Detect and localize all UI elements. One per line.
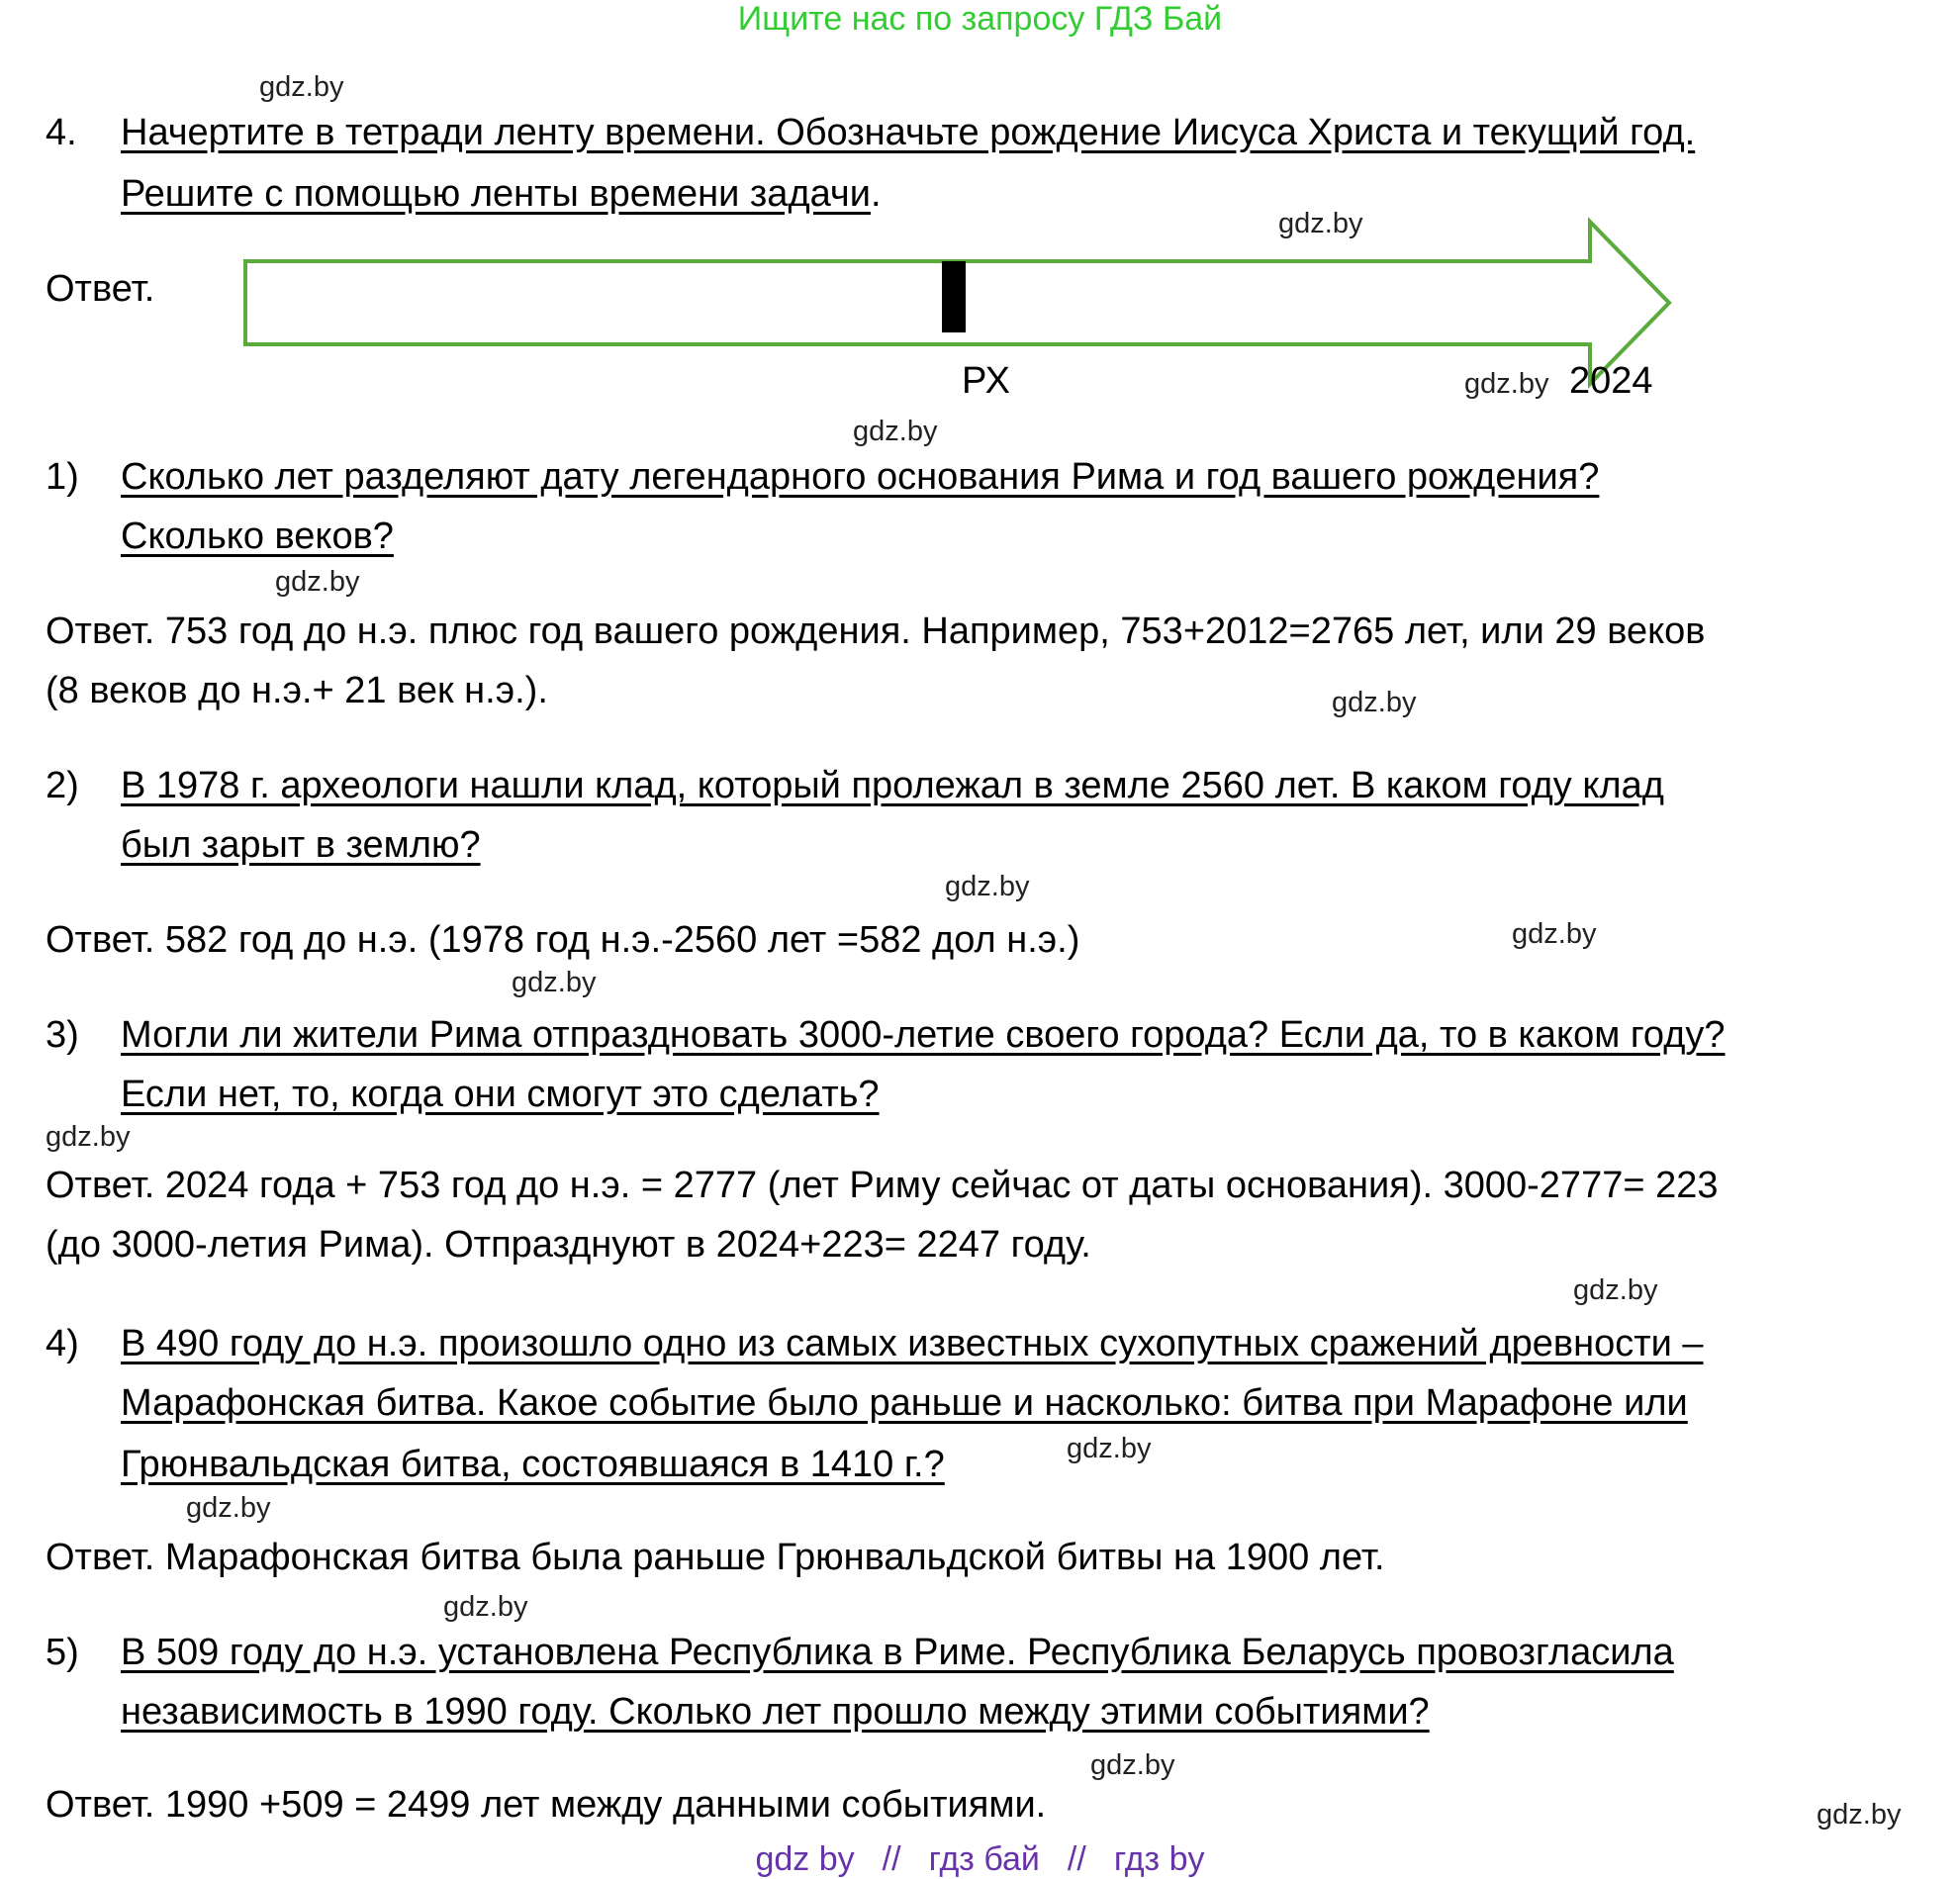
watermark: gdz.by	[1817, 1799, 1902, 1831]
task-line-underlined: Решите с помощью ленты времени задачи	[121, 173, 871, 215]
watermark: gdz.by	[1278, 208, 1363, 239]
answer-line: Ответ. 582 год до н.э. (1978 год н.э.-2560 лет =582 дол н.э.)	[46, 919, 1080, 961]
question-number: 2)	[46, 765, 79, 806]
timeline	[237, 214, 1682, 402]
timeline-marker	[942, 261, 966, 332]
question-number: 3)	[46, 1014, 79, 1056]
task-line: Начертите в тетради ленту времени. Обозначьте рождение Иисуса Христа и текущий год.	[121, 112, 1696, 153]
watermark: gdz.by	[259, 71, 344, 103]
task-number: 4.	[46, 112, 77, 153]
footer-separator: //	[882, 1840, 901, 1878]
watermark: gdz.by	[1067, 1433, 1152, 1464]
question-line: Сколько веков?	[121, 516, 394, 557]
answer-line: Ответ. 753 год до н.э. плюс год вашего рождения. Например, 753+2012=2765 лет, или 29 веков	[46, 611, 1706, 652]
watermark: gdz.by	[275, 566, 360, 598]
answer-label: Ответ.	[46, 268, 155, 310]
watermark: gdz.by	[443, 1591, 528, 1623]
watermark: gdz.by	[853, 416, 938, 447]
answer-line: Ответ. 2024 года + 753 год до н.э. = 2777 (лет Риму сейчас от даты основания). 3000-2777= 223	[46, 1165, 1719, 1206]
answer-line: (8 веков до н.э.+ 21 век н.э.).	[46, 670, 548, 711]
question-line: Если нет, то, когда они смогут это сделать?	[121, 1074, 880, 1115]
answer-line: Ответ. Марафонская битва была раньше Грюнвальдской битвы на 1900 лет.	[46, 1537, 1385, 1578]
timeline-end-label: 2024	[1569, 360, 1653, 402]
question-line: В 509 году до н.э. установлена Республика в Риме. Республика Беларусь провозгласила	[121, 1632, 1674, 1673]
footer-link[interactable]: gdz by	[755, 1840, 855, 1878]
watermark: gdz.by	[1464, 368, 1549, 400]
question-line: Сколько лет разделяют дату легендарного основания Рима и год вашего рождения?	[121, 456, 1600, 498]
footer-link[interactable]: гдз бай	[928, 1840, 1040, 1878]
watermark: gdz.by	[1573, 1274, 1658, 1306]
task-line-end: .	[870, 173, 882, 215]
question-line: В 1978 г. археологи нашли клад, который пролежал в земле 2560 лет. В каком году клад	[121, 765, 1664, 806]
answer-line: (до 3000-летия Рима). Отпразднуют в 2024+223= 2247 году.	[46, 1224, 1091, 1266]
watermark: gdz.by	[1090, 1749, 1175, 1781]
watermark: gdz.by	[945, 871, 1030, 902]
answer-line: Ответ. 1990 +509 = 2499 лет между данными событиями.	[46, 1784, 1047, 1826]
footer-separator: //	[1067, 1840, 1086, 1878]
watermark: gdz.by	[512, 967, 597, 998]
question-number: 5)	[46, 1632, 79, 1673]
question-line: Могли ли жители Рима отпраздновать 3000-летие своего города? Если да, то в каком году?	[121, 1014, 1726, 1056]
watermark: gdz.by	[1332, 687, 1417, 718]
timeline-marker-label: РХ	[962, 360, 1010, 402]
watermark: gdz.by	[46, 1121, 131, 1153]
question-line: Марафонская битва. Какое событие было раньше и насколько: битва при Марафоне или	[121, 1382, 1688, 1424]
footer-link[interactable]: гдз by	[1113, 1840, 1205, 1878]
question-line: В 490 году до н.э. произошло одно из самых известных сухопутных сражений древности –	[121, 1323, 1704, 1364]
question-number: 1)	[46, 456, 79, 498]
question-line: независимость в 1990 году. Сколько лет прошло между этими событиями?	[121, 1691, 1430, 1733]
top-banner: Ищите нас по запросу ГДЗ Бай	[737, 0, 1223, 38]
watermark: gdz.by	[186, 1492, 271, 1524]
watermark: gdz.by	[1512, 918, 1597, 950]
question-line: Грюнвальдская битва, состоявшаяся в 1410 г.?	[121, 1444, 945, 1485]
question-line: был зарыт в землю?	[121, 824, 481, 866]
footer	[0, 1840, 1960, 1879]
question-number: 4)	[46, 1323, 79, 1364]
